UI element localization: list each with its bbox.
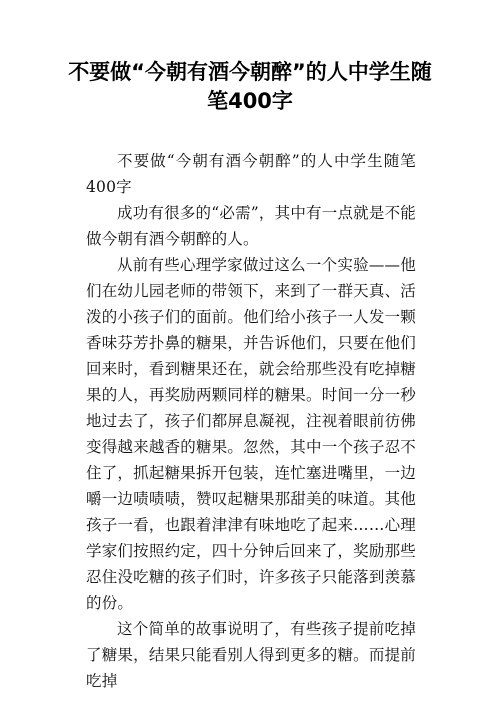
document-body	[86, 148, 416, 694]
paragraph-2: 成功有很多的“必需”，其中有一点就是不能做今朝有酒今朝醉的人。	[86, 204, 416, 248]
paragraph-3: 从前有些心理学家做过这么一个实验——他们在幼儿园老师的带领下，来到了一群天真、活泼的小孩子们的面前。他们给小孩子一人发一颗香味芬芳扑鼻的糖果，并告诉他们，只要在他们回来时，看到糖果还在，就会给那些没有吃掉糖果的人，再奖励两颗同样的糖果。时间一分一秒地过去了，孩子们都屏息凝视，注视着眼前彷佛变得越来越香的糖果。忽然，其中一个孩子忍不住了，抓起糖果拆开包装，连忙塞进嘴里，一边嚼一边啧啧啧，赞叹起糖果那甜美的味道。其他孩子一看，也跟着津津有味地吃了起来……心理学家们按照约定，四十分钟后回来了，奖励那些忍住没吃糖的孩子们时，许多孩子只能落到羡慕的份。	[86, 256, 416, 612]
paragraph-1: 不要做“今朝有酒今朝醉”的人中学生随笔400字	[86, 152, 416, 196]
document-title: 不要做“今朝有酒今朝醉”的人中学生随笔400字	[68, 60, 432, 113]
paragraph-4: 这个简单的故事说明了，有些孩子提前吃掉了糖果，结果只能看别人得到更多的糖。而提前吃掉	[86, 620, 416, 690]
